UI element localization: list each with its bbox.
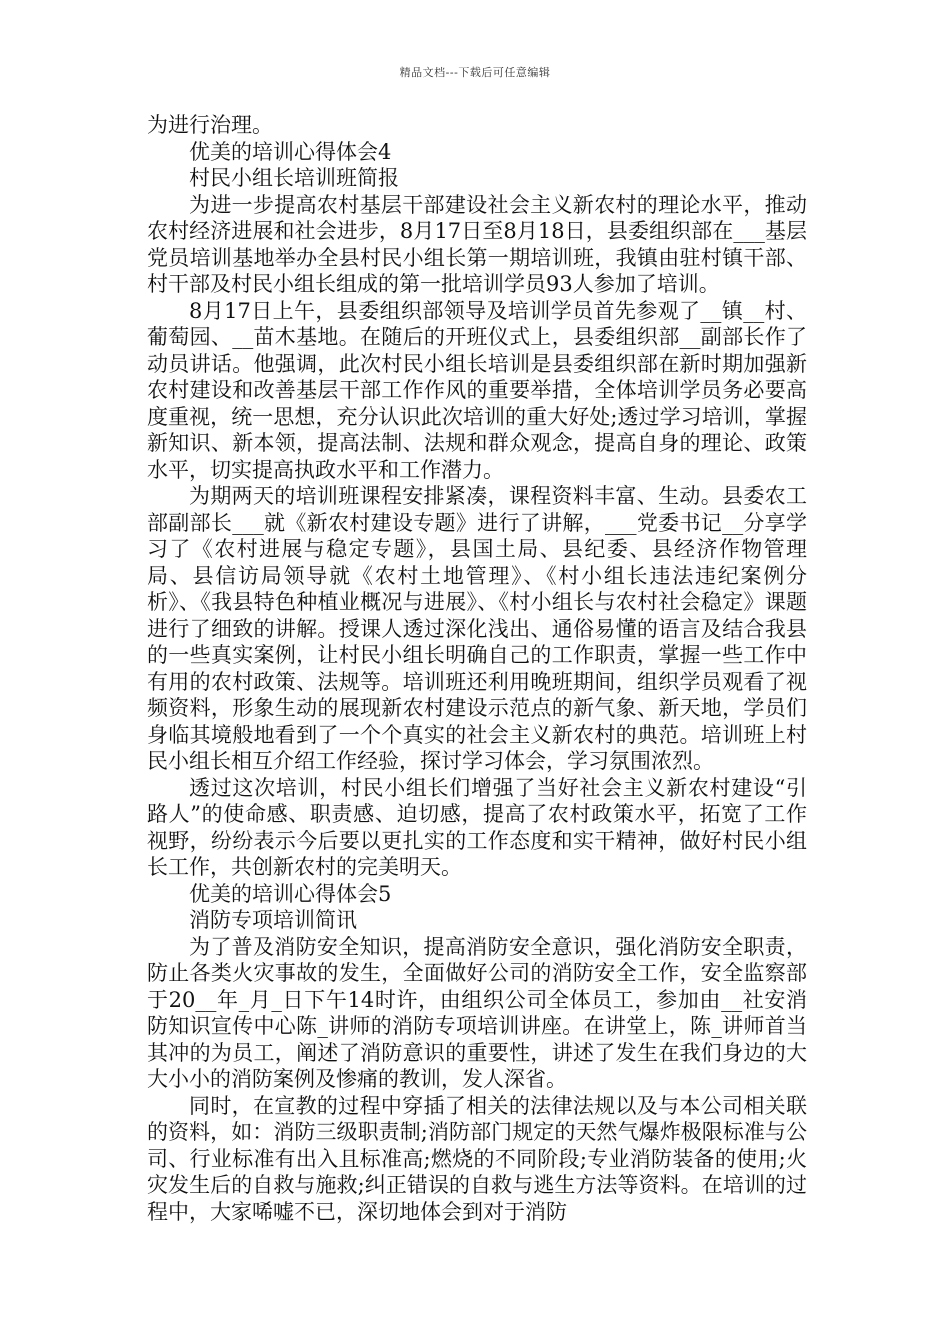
paragraph: 为了普及消防安全知识，提高消防安全意识，强化消防安全职责，防止各类火灾事故的发生，全面做好公司的消防安全工作，安全监察部于20__年_月_日下午14时许，由组织公司全体员工，参加由__社安消防知识宣传中心陈_讲师的消防专项培训讲座。在讲堂上，陈_讲师首当其冲的为员工，阐述了消防意识的重要性，讲述了发生在我们身边的大大小小的消防案例及惨痛的教训，发人深省。 (147, 934, 807, 1091)
paragraph: 为期两天的培训班课程安排紧凑，课程资料丰富、生动。县委农工部副部长___就《新农村建设专题》进行了讲解，___党委书记__分享学习了《农村进展与稳定专题》，县国土局、县纪委、县经济作物管理局、县信访局领导就《农村土地管理》、《村小组长违法违纪案例分析》、《我县特色种植业概况与进展》、《村小组长与农村社会稳定》课题进行了细致的讲解。授课人透过深化浅出、通俗易懂的语言及结合我县的一些真实案例，让村民小组长明确自己的工作职责，掌握一些工作中有用的农村政策、法规等。培训班还利用晚班期间，组织学员观看了视频资料，形象生动的展现新农村建设示范点的新气象、新天地，学员们身临其境般地看到了一个个真实的社会主义新农村的典范。培训班上村民小组长相互介绍工作经验，探讨学习体会，学习氛围浓烈。 (147, 484, 807, 773)
paragraph: 为进一步提高农村基层干部建设社会主义新农村的理论水平，推动农村经济进展和社会进步，8月17日至8月18日，县委组织部在___基层党员培训基地举办全县村民小组长第一期培训班，我镇由驻村镇干部、村干部及村民小组长组成的第一批培训学员93人参加了培训。 (147, 192, 807, 296)
page-header: 精品文档---下载后可任意编辑 (399, 66, 551, 79)
briefing-title-fire: 消防专项培训简讯 (189, 908, 357, 932)
paragraph: 同时，在宣教的过程中穿插了相关的法律法规以及与本公司相关联的资料，如：消防三级职责制;消防部门规定的天然气爆炸极限标准与公司、行业标准有出入且标准高;燃烧的不同阶段;专业消防装备的使用;火灾发生后的自救与施救;纠正错误的自救与逃生方法等资料。在培训的过程中，大家唏嘘不已，深切地体会到对于消防 (147, 1093, 807, 1224)
document-body (147, 112, 807, 1225)
section-heading-4: 优美的培训心得体会4 (189, 139, 392, 164)
section-heading-5: 优美的培训心得体会5 (189, 881, 392, 906)
briefing-title-village: 村民小组长培训班简报 (189, 166, 399, 190)
paragraph: 8月17日上午，县委组织部领导及培训学员首先参观了__镇__村、葡萄园、__苗木基地。在随后的开班仪式上，县委组织部__副部长作了动员讲话。他强调，此次村民小组长培训是县委组织部在新时期加强新农村建设和改善基层干部工作作风的重要举措，全体培训学员务必要高度重视，统一思想，充分认识此次培训的重大好处;透过学习培训，掌握新知识、新本领，提高法制、法规和群众观念，提高自身的理论、政策水平，切实提高执政水平和工作潜力。 (147, 298, 807, 482)
paragraph-continuation: 为进行治理。 (147, 113, 273, 137)
paragraph: 透过这次培训，村民小组长们增强了当好社会主义新农村建设“引路人”的使命感、职责感、迫切感，提高了农村政策水平，拓宽了工作视野，纷纷表示今后要以更扎实的工作态度和实干精神，做好村民小组长工作，共创新农村的完美明天。 (147, 775, 807, 879)
